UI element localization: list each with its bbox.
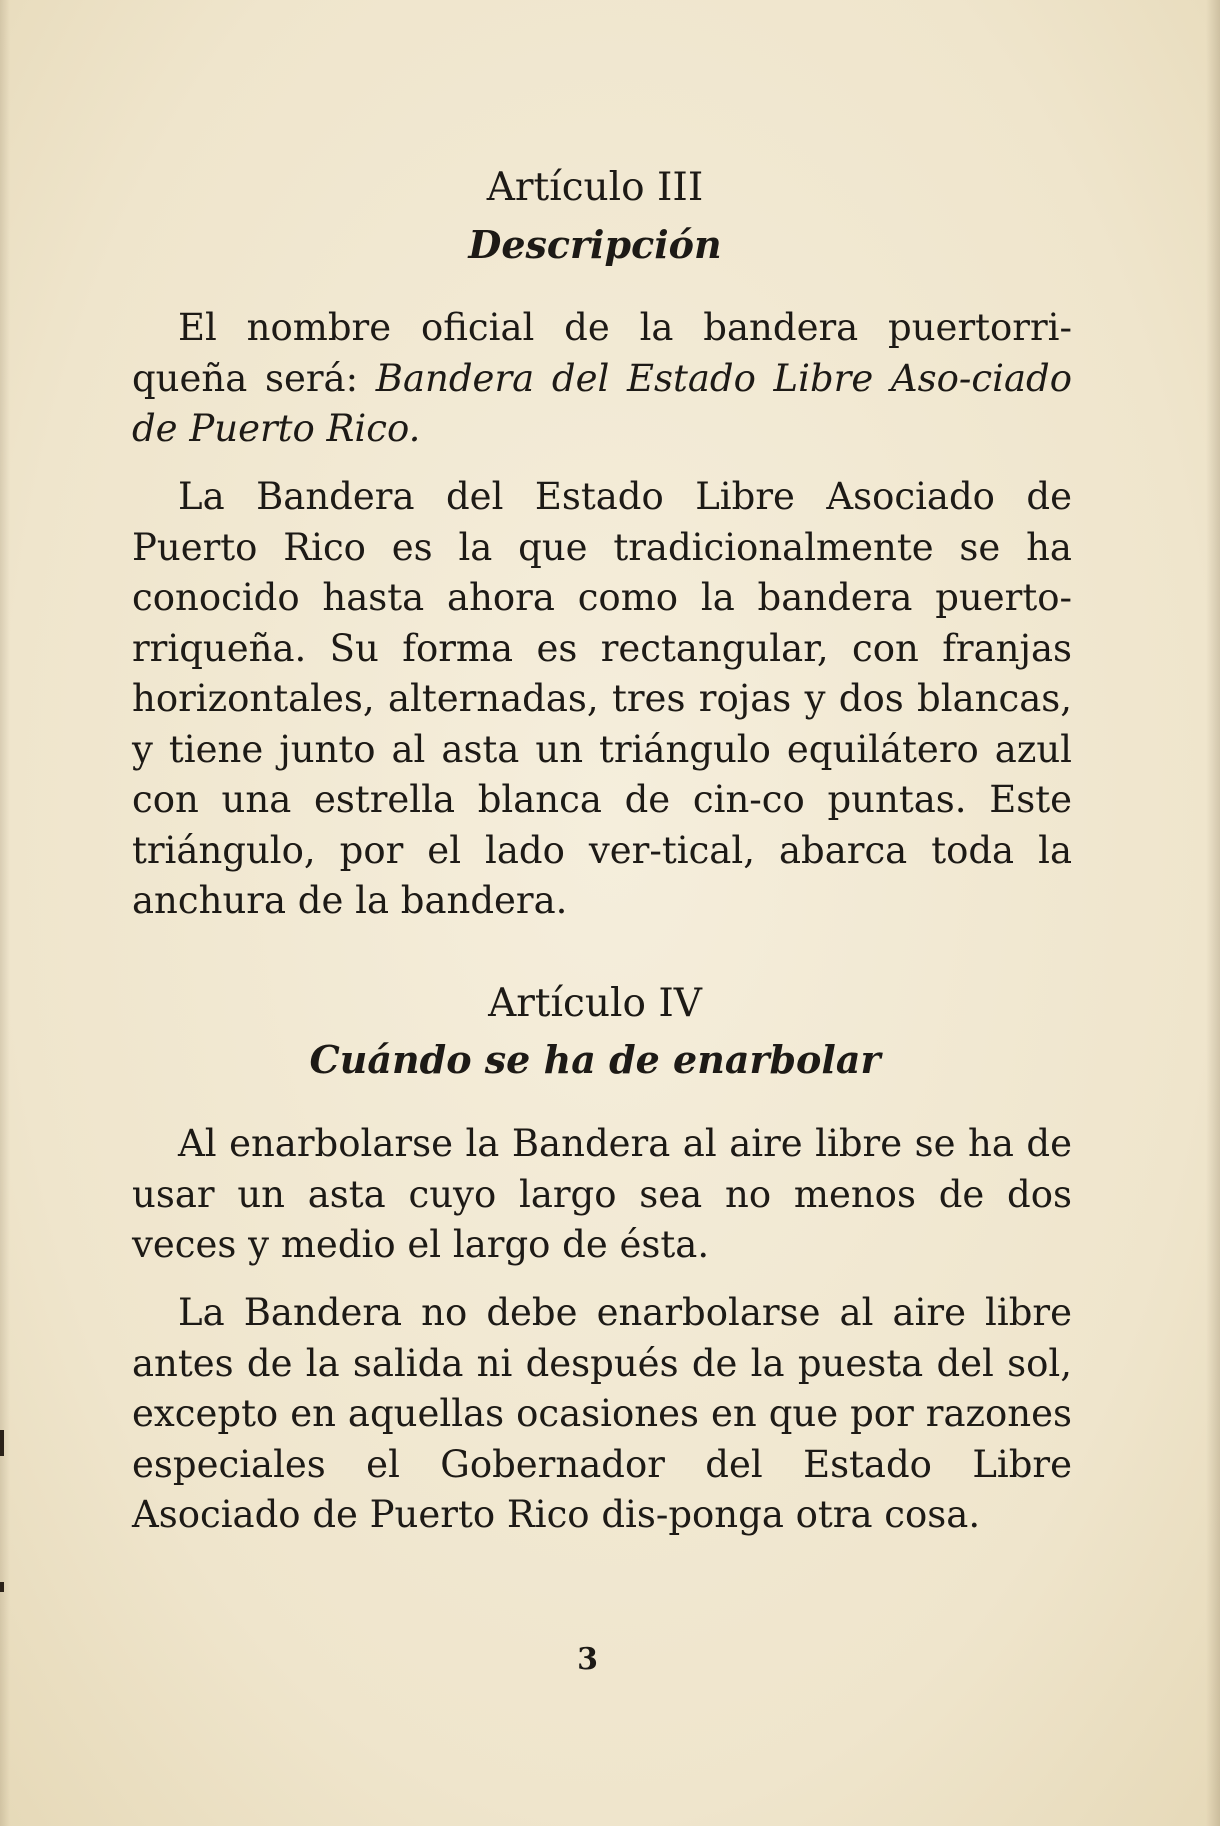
article-3-heading: Artículo III — [486, 165, 704, 210]
article-3-paragraph-2: La Bandera del Estado Libre Asociado de Puerto Rico es la que tradicionalmente se ha conocido hasta ahora como la bandera puerto-rriqueña. Su forma es rectangular, con franjas horizontales, alternadas, tres rojas y dos blancas, y tiene junto al asta un triángulo equilátero azul con una estrella blanca de cin-co puntas. Este triángulo, por el lado ver-tical, abarca toda la anchura de la bandera. — [132, 475, 1072, 922]
article-3-paragraph-1-text: El nombre oficial de la bandera puertorri-queña será: — [132, 306, 1072, 400]
scan-shadow-left — [0, 0, 10, 1826]
article-3-paragraph-1 — [132, 303, 1072, 455]
official-flag-name: Bandera del Estado Libre Aso-ciado de Puerto Rico. — [132, 356, 1072, 450]
margin-ink-mark — [0, 1430, 4, 1456]
scan-shadow-right — [1206, 0, 1220, 1826]
article-4-heading: Artículo IV — [488, 981, 702, 1026]
page-number: 3 — [577, 1642, 598, 1677]
article-3-subheading: Descripción — [468, 222, 722, 267]
article-4-paragraph-1: Al enarbolarse la Bandera al aire libre se ha de usar un asta cuyo largo sea no menos de dos veces y medio el largo de ésta. — [132, 1122, 1072, 1266]
article-4-paragraph-2: La Bandera no debe enarbolarse al aire libre antes de la salida ni después de la puesta del sol, excepto en aquellas ocasiones en que por razones especiales el Gobernador del Estado Libre Asociado de Puerto Rico dis-ponga otra cosa. — [132, 1291, 1072, 1536]
margin-ink-mark — [0, 1582, 4, 1592]
article-4-subheading: Cuándo se ha de enarbolar — [309, 1037, 881, 1082]
